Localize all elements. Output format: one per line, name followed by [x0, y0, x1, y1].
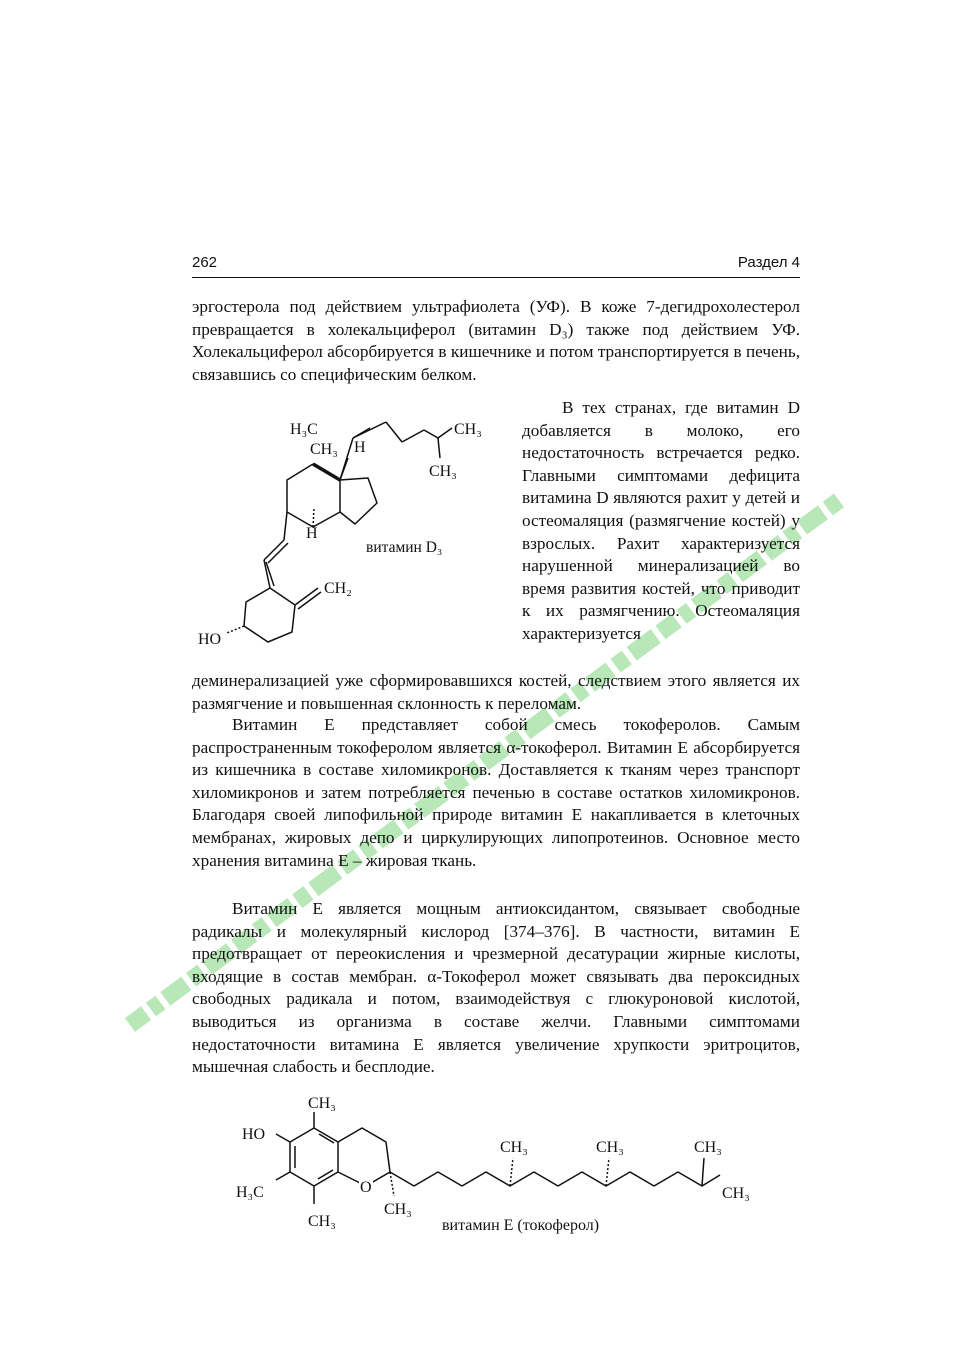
paragraph-4: Витамин Е является мощным антиоксидантом, связывает свободные радикалы и молекулярный кислород [374–376]. В частности, витамин Е предотвращает от переокисления и чрезмерной десатурации жирные кислоты, входящие в состав мембран. α-Токоферол может связывать два пероксидных свободных радикала и потом, взаимодействуя с глюкуроновой кислотой, выводиться из организма в составе желчи. Главными симптомами недостаточности витамина Е является увеличение хрупкости эритроцитов, мышечная слабость и бесплодие.: [192, 899, 800, 1077]
d3-label-h-top: H: [354, 439, 366, 456]
section-title: Раздел 4: [737, 254, 800, 271]
e-label-ch3-c2: CH₃: [384, 1201, 412, 1218]
e-caption: витамин Е (токоферол): [442, 1217, 600, 1234]
vitamin-d3-structure: [190, 400, 490, 662]
d3-label-ch3-top: CH₃: [454, 421, 482, 438]
d3-label-h-bottom: H: [306, 525, 318, 542]
paragraph-2-continued: деминерализацией уже сформировавшихся костей, следствием этого является их размягчение и повышенная склонность к переломам.: [192, 671, 800, 713]
e-label-ch3-branch-3: CH₃: [694, 1139, 722, 1156]
page-header: [192, 254, 800, 276]
e-label-ch3-end: CH₃: [722, 1185, 750, 1202]
paragraph-3: Витамин Е представляет собой смесь токоферолов. Самым распространенным токоферолом является α-токоферол. Витамин Е абсорбируется из кишечника в составе хиломикронов. Доставляется к тканям через транспорт хиломикронов и затем потребляется печенью в составе остатков хиломикронов. Благодаря своей липофильной природе витамин Е накапливается в клеточных мембранах, жировых депо и циркулирующих липопротеинов. Основное место хранения витамина Е – жировая ткань.: [192, 715, 800, 870]
header-rule: [192, 277, 800, 278]
d3-label-ho: HO: [198, 631, 222, 648]
paragraph-2-side: В тех странах, где витамин D добавляется в молоко, его недостаточность встречается редко. Главными симптомами дефицита витамина D являются рахит у детей и остеомаляция (размягчение костей) у взрослых. Рахит характеризуется нарушенной минерализацией во время развития костей, что приводит к их размягчению. Остеомаляция характеризуется: [522, 398, 800, 643]
e-label-ch3-top: CH₃: [308, 1095, 336, 1112]
d3-label-ch3-ring: CH₃: [310, 441, 338, 458]
e-label-o: O: [360, 1179, 372, 1196]
d3-label-ch3-bottom: CH₃: [429, 463, 457, 480]
paragraph-1: эргостерола под действием ультрафиолета (УФ). В коже 7-дегидрохолестерол превращается в холекальциферол (витамин D₃) также под действием УФ. Холекальциферол абсорбируется в кишечнике и потом транспортируется в печень, связавшись со специфическим белком.: [192, 297, 800, 384]
page-number: 262: [192, 254, 218, 271]
d3-label-h3c: H₃C: [290, 421, 318, 438]
d3-label-ch2: CH₂: [324, 580, 352, 597]
e-label-ho: HO: [242, 1126, 266, 1143]
e-label-ch3-branch-1: CH₃: [500, 1139, 528, 1156]
e-label-ch3-bottom: CH₃: [308, 1213, 336, 1230]
vitamin-e-structure: [230, 1090, 780, 1240]
e-label-h3c: H₃C: [236, 1184, 264, 1201]
d3-caption: витамин D₃: [366, 539, 443, 556]
e-label-ch3-branch-2: CH₃: [596, 1139, 624, 1156]
